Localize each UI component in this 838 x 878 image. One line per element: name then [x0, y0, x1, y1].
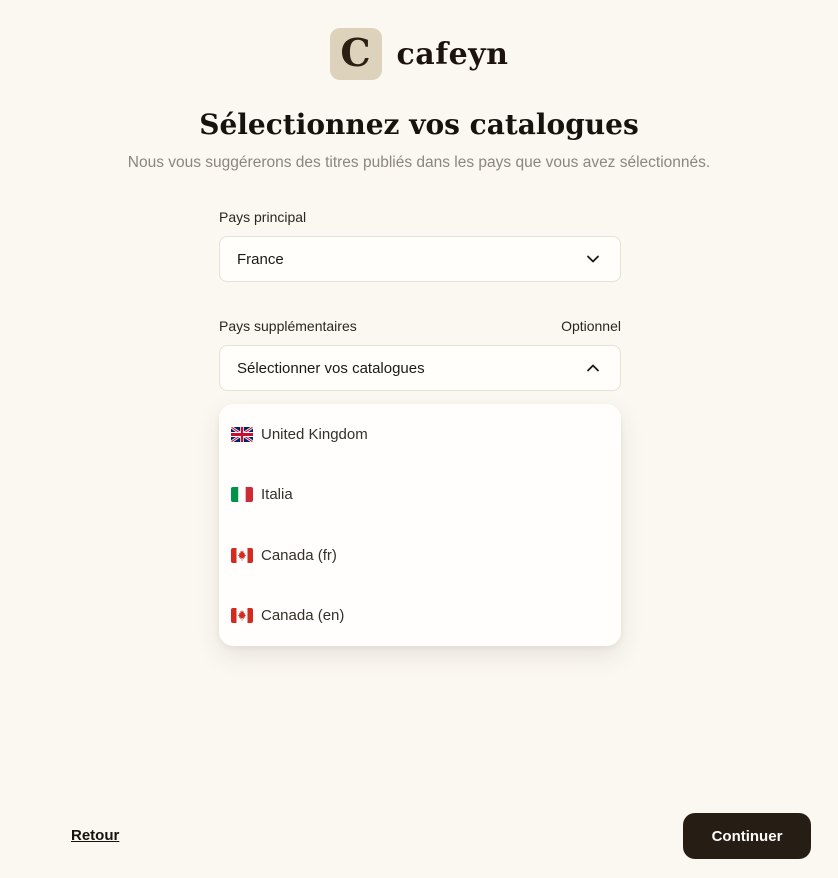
additional-countries-label: Pays supplémentaires [219, 318, 357, 334]
primary-country-label-row [219, 209, 621, 225]
additional-countries-select[interactable] [219, 345, 621, 391]
page-subtitle: Nous vous suggérerons des titres publiés dans les pays que vous avez sélectionnés. [127, 154, 711, 171]
country-option-united-kingdom[interactable] [219, 404, 621, 465]
additional-countries-placeholder: Sélectionner vos catalogues [237, 359, 425, 377]
country-option-label: United Kingdom [261, 425, 368, 443]
brand-name: cafeyn [396, 36, 509, 72]
additional-countries-label-row [219, 318, 621, 334]
country-option-label: Canada (fr) [261, 546, 337, 564]
logo-letter: C [340, 29, 371, 75]
primary-country-select[interactable] [219, 236, 621, 282]
primary-country-label: Pays principal [219, 209, 307, 225]
primary-country-value: France [237, 250, 284, 268]
flag-canada-icon [231, 608, 253, 623]
back-link[interactable]: Retour [71, 827, 120, 844]
country-options-list [219, 404, 621, 646]
flag-canada-icon [231, 548, 253, 563]
country-option-label: Canada (en) [261, 607, 345, 625]
chevron-down-icon [583, 249, 603, 269]
flag-italy-icon [231, 487, 253, 502]
country-option-canada-en[interactable] [219, 586, 621, 647]
chevron-up-icon [583, 358, 603, 378]
optional-badge: Optionnel [561, 318, 621, 334]
cafeyn-logo-icon [330, 28, 382, 80]
country-option-canada-fr[interactable] [219, 525, 621, 586]
flag-united-kingdom-icon [231, 427, 253, 442]
continue-button[interactable]: Continuer [683, 813, 811, 859]
country-option-label: Italia [261, 486, 293, 504]
country-option-italia[interactable] [219, 465, 621, 526]
brand-header [0, 28, 838, 80]
page-title: Sélectionnez vos catalogues [199, 108, 639, 141]
